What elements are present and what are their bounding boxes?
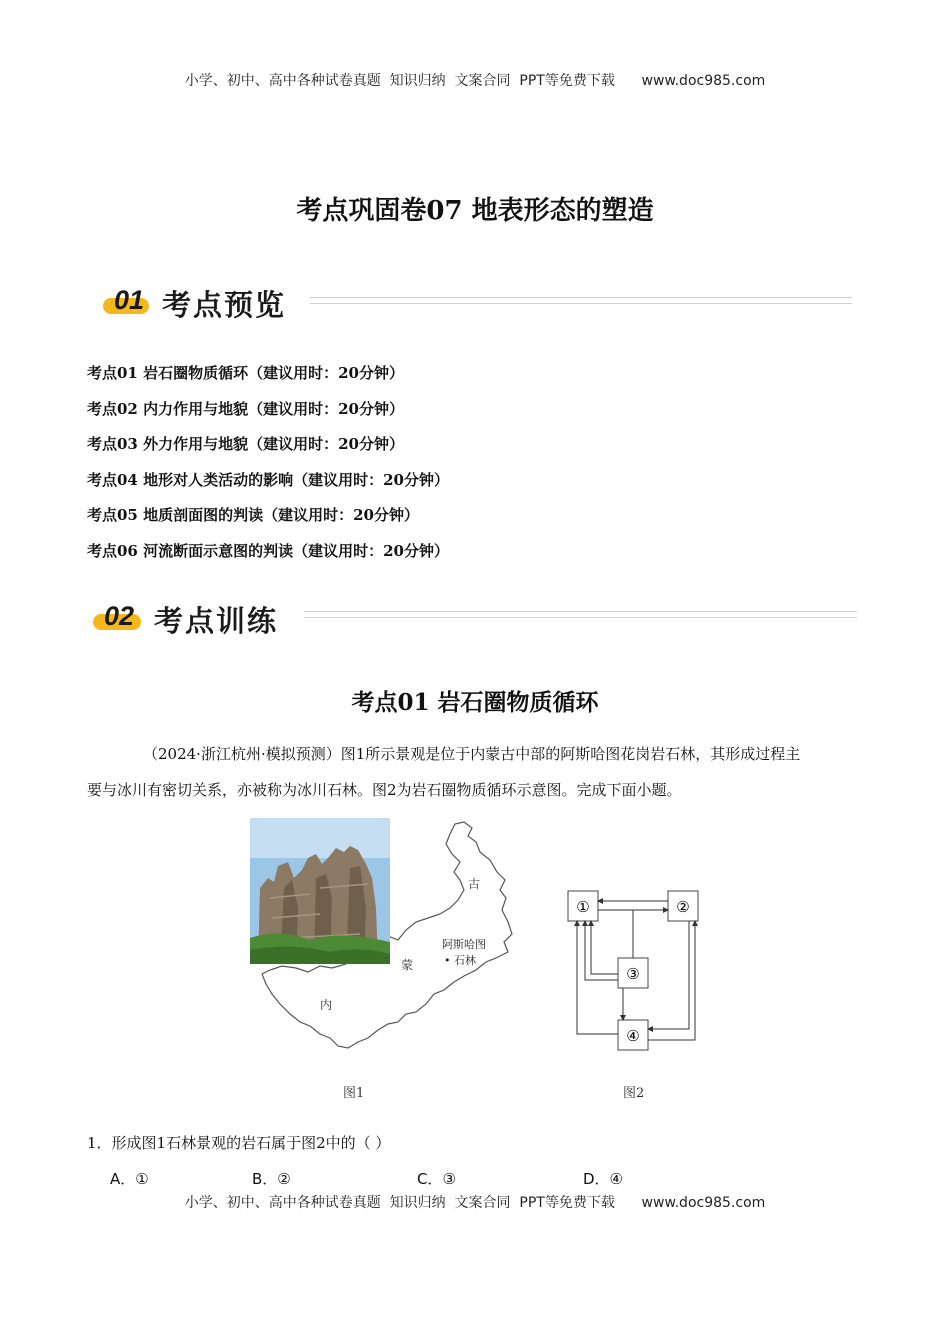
- box-label: ③: [626, 965, 640, 983]
- figure-1: [250, 818, 520, 1058]
- box-label: ①: [576, 898, 590, 916]
- option-c[interactable]: C．③: [417, 1170, 456, 1188]
- toc-item: 考点02 内力作用与地貌（建议用时：20分钟）: [87, 400, 404, 418]
- option-d[interactable]: D．④: [583, 1170, 623, 1188]
- toc-item: 考点04 地形对人类活动的影响（建议用时：20分钟）: [87, 471, 449, 489]
- figure-1-caption: 图1: [343, 1086, 365, 1101]
- option-a[interactable]: A．①: [110, 1170, 149, 1188]
- toc-item: 考点01 岩石圈物质循环（建议用时：20分钟）: [87, 364, 404, 382]
- toc-item: 考点06 河流断面示意图的判读（建议用时：20分钟）: [87, 542, 449, 560]
- section-number: 02: [104, 601, 135, 631]
- box-label: ④: [626, 1027, 640, 1045]
- figure-2-caption: 图2: [623, 1086, 645, 1101]
- inner-mongolia-map: [250, 818, 520, 1058]
- option-b[interactable]: B．②: [252, 1170, 291, 1188]
- toc-item: 考点05 地质剖面图的判读（建议用时：20分钟）: [87, 506, 419, 524]
- page-header: 小学、初中、高中各种试卷真题 知识归纳 文案合同 PPT等免费下载 www.doc985.com: [184, 73, 766, 89]
- toc-item: 考点03 外力作用与地貌（建议用时：20分钟）: [87, 435, 404, 453]
- subsection-title: 考点01 岩石圈物质循环: [351, 689, 599, 716]
- map-label: 蒙: [401, 958, 414, 972]
- figure-2: [565, 884, 705, 1056]
- section-rule: [304, 611, 857, 618]
- question-stem: 1．形成图1石林景观的岩石属于图2中的（ ）: [87, 1134, 391, 1152]
- place-sub: • 石林: [444, 954, 476, 967]
- place-name: 阿斯哈图: [442, 938, 486, 951]
- page-footer: 小学、初中、高中各种试卷真题 知识归纳 文案合同 PPT等免费下载 www.doc985.com: [184, 1195, 766, 1211]
- intro-paragraph: [87, 736, 862, 808]
- intro-line: （2024·浙江杭州·模拟预测）图1所示景观是位于内蒙古中部的阿斯哈图花岗岩石林，其形成过程主: [143, 745, 801, 763]
- map-label: 内: [320, 998, 333, 1012]
- map-label: 古: [468, 877, 481, 891]
- document-title: 考点巩固卷07 地表形态的塑造: [296, 196, 654, 226]
- box-label: ②: [676, 898, 690, 916]
- section-label: 考点预览: [162, 288, 287, 322]
- intro-line: 要与冰川有密切关系，亦被称为冰川石林。图2为岩石圈物质循环示意图。完成下面小题。: [87, 781, 682, 799]
- rock-cycle-diagram: [565, 884, 705, 1056]
- section-label: 考点训练: [154, 604, 279, 638]
- section-rule: [310, 297, 852, 304]
- section-number: 01: [114, 285, 145, 315]
